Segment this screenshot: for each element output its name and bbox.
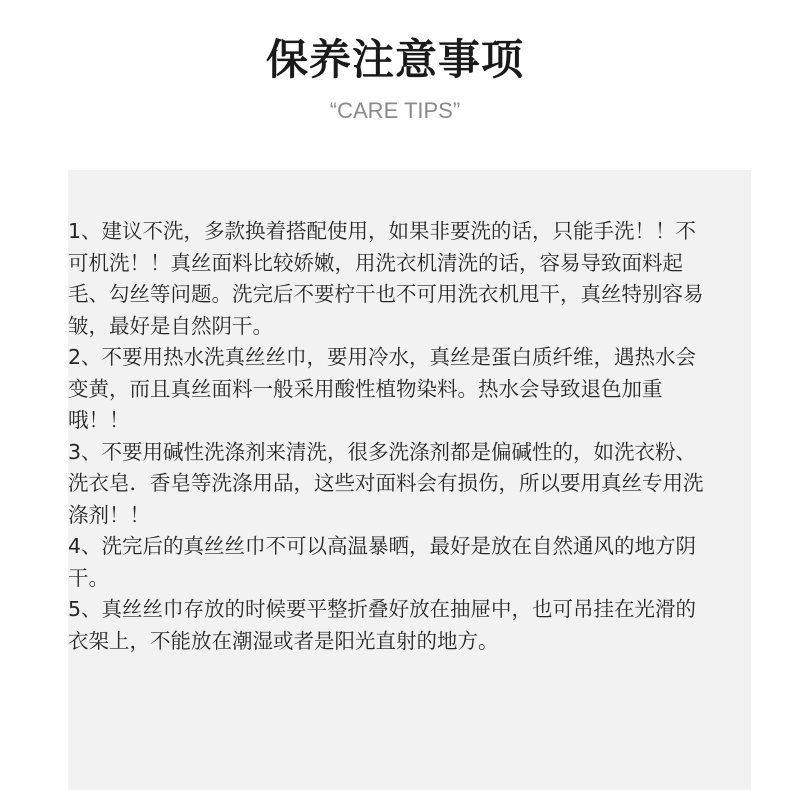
page-title: 保养注意事项	[265, 35, 524, 84]
care-tips-panel	[68, 170, 751, 790]
care-tips-text	[68, 216, 713, 657]
tip-item-3: 3、不要用碱性洗涤剂来清洗，很多洗涤剂都是偏碱性的，如洗衣粉、洗衣皂．香皂等洗涤用品，这些对面料会有损伤，所以要用真丝专用洗涤剂！！	[68, 439, 704, 527]
tip-item-5: 5、真丝丝巾存放的时候要平整折叠好放在抽屉中，也可吊挂在光滑的衣架上，不能放在潮湿或者是阳光直射的地方。	[68, 597, 697, 653]
tip-item-4: 4、洗完后的真丝丝巾不可以高温暴晒，最好是放在自然通风的地方阴干。	[68, 534, 697, 590]
page-subtitle: “CARE TIPS”	[329, 98, 461, 123]
tip-item-2: 2、不要用热水洗真丝丝巾，要用冷水，真丝是蛋白质纤维，遇热水会变黄，而且真丝面料一般采用酸性植物染料。热水会导致退色加重哦！！	[68, 345, 697, 432]
tip-item-1: 1、建议不洗，多款换着搭配使用，如果非要洗的话，只能手洗！！不可机洗！！真丝面料比较娇嫩，用洗衣机清洗的话，容易导致面料起毛、勾丝等问题。洗完后不要柠干也不可用洗衣机甩干，真丝特别容易皱，最好是自然阴干。	[68, 219, 704, 338]
